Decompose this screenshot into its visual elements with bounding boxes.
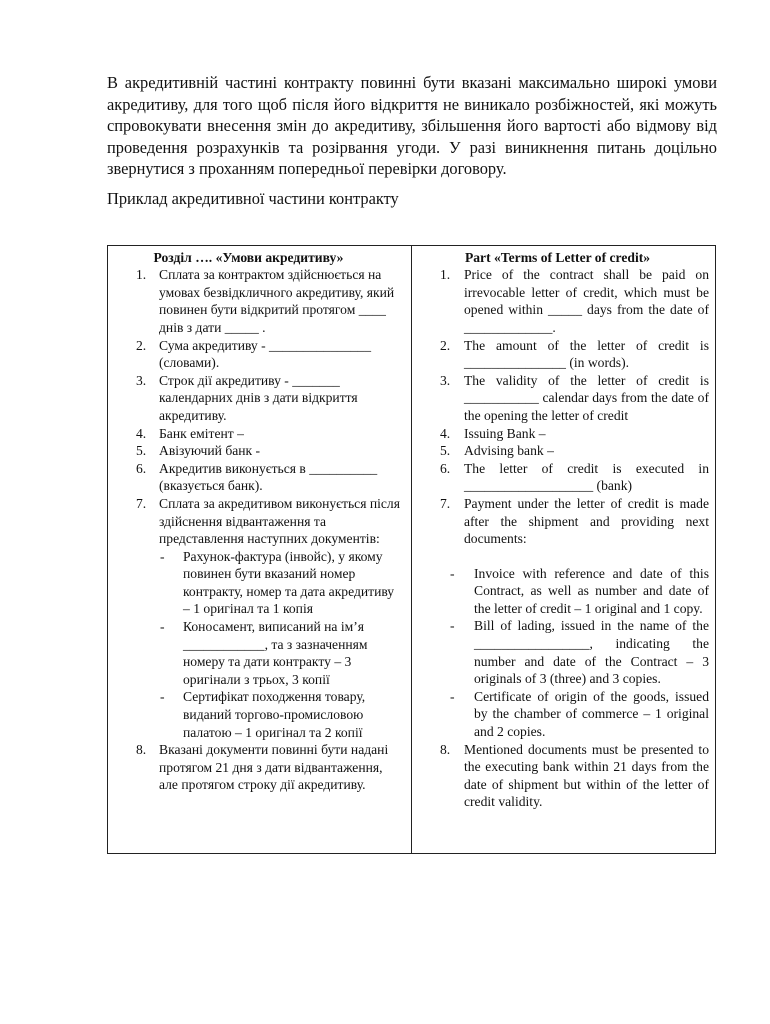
section-subtitle: Приклад акредитивної частини контракту [107, 189, 399, 208]
item-number: 3. [136, 372, 147, 388]
item-number: 6. [136, 460, 147, 476]
sub-item [412, 617, 715, 687]
item-text: Price of the contract shall be paid on irrevocable letter of credit, which must be opened within _____ days from the date of _____________. [464, 267, 709, 335]
item-text: Строк дії акредитиву - _______ календарних днів з дати відкриття акредитиву. [159, 372, 358, 423]
list-item [108, 741, 411, 794]
list-item [412, 425, 715, 443]
item-number: 3. [440, 372, 451, 388]
item-number: 5. [440, 443, 451, 459]
item-text: The validity of the letter of credit is ___________ calendar days from the date of the opening the letter of credit [464, 372, 709, 423]
item-number: 8. [136, 742, 147, 758]
list-item [412, 372, 715, 425]
intro-paragraph: В акредитивній частині контракту повинні бути вказані максимально широкі умови акредитиву, для того щоб після його відкриття не виникало розбіжностей, які можуть спровокувати внесення змін до акредитиву, збільшення його вартості або відмову від проведення розрахунків та розірвання угоди. У разі виникнення питань доцільно звернутися з проханням попередньої перевірки договору. [107, 73, 717, 179]
list-item [108, 337, 411, 372]
item-number: 7. [440, 495, 451, 511]
ukrainian-column [108, 246, 412, 853]
list-item [108, 460, 411, 495]
list-item [412, 460, 715, 495]
item-number: 7. [136, 495, 147, 511]
sub-item-text: Сертифікат походження товару, виданий торгово-промисловою палатою – 1 оригінал та 2 копії [183, 689, 366, 740]
item-text: Advising bank – [464, 443, 554, 459]
list-item [412, 266, 715, 336]
sub-item [108, 618, 411, 688]
list-item [108, 425, 411, 443]
item-text: Issuing Bank – [464, 425, 546, 441]
list-item [412, 337, 715, 372]
item-text: Акредитив виконується в __________ (вказується банк). [159, 460, 378, 494]
sub-item-text: Рахунок-фактура (інвойс), у якому повинен бути вказаний номер контракту, номер та дата акредитиву – 1 оригінал та 1 копія [183, 548, 395, 617]
list-item [108, 266, 411, 336]
item-text: Вказані документи повинні бути надані протягом 21 дня з дати відвантаження, але протягом строку дії акредитиву. [159, 742, 389, 793]
item-number: 5. [136, 443, 147, 459]
item-text: Сплата за контрактом здійснюється на умовах безвідкличного акредитиву, який повинен бути відкритий протягом ____ днів з дати _____ . [159, 267, 395, 335]
sub-item-text: Bill of lading, issued in the name of the _________________, indicating the number and date of the Contract – 3 originals of 3 (three) and 3 copies. [474, 618, 709, 687]
dash-marker: - [160, 619, 165, 635]
item-text: The amount of the letter of credit is _______________ (in words). [464, 337, 709, 371]
item-number: 8. [440, 741, 451, 757]
sub-item-text: Коносамент, виписаний на ім’я ____________, та з зазначенням номеру та дати контракту – 3 оригінали з трьох, 3 копії [183, 619, 368, 687]
english-column-title: Part «Terms of Letter of credit» [464, 250, 651, 265]
item-number: 4. [440, 425, 451, 441]
dash-marker: - [160, 689, 165, 705]
item-number: 1. [440, 267, 451, 283]
dash-marker: - [160, 548, 165, 564]
item-text: The letter of credit is executed in ___________________ (bank) [464, 460, 709, 494]
list-item [108, 495, 411, 548]
item-text: Mentioned documents must be presented to the executing bank within 21 days from the date of shipment but within of the letter of credit validity. [464, 741, 709, 810]
list-item [108, 372, 411, 425]
item-text: Сума акредитиву - _______________ (словами). [159, 337, 372, 371]
list-item [412, 442, 715, 460]
item-number: 2. [440, 337, 451, 353]
dash-marker: - [450, 688, 455, 704]
item-text: Payment under the letter of credit is made after the shipment and providing next documents: [464, 495, 709, 547]
sub-item [412, 688, 715, 741]
item-number: 1. [136, 267, 147, 283]
dash-marker: - [450, 618, 455, 634]
item-number: 4. [136, 425, 147, 441]
item-text: Сплата за акредитивом виконується після здійснення відвантаження та представлення наступних документів: [159, 495, 400, 547]
sub-item-text: Invoice with reference and date of this Contract, as well as number and date of the letter of credit – 1 original and 1 copy. [474, 565, 709, 616]
list-item [412, 741, 715, 811]
item-number: 2. [136, 337, 147, 353]
sub-item-text: Certificate of origin of the goods, issued by the chamber of commerce – 1 original and 2 copies. [474, 688, 709, 740]
item-text: Банк емітент – [159, 425, 244, 441]
english-column [412, 246, 715, 853]
item-number: 6. [440, 460, 451, 476]
spacer [412, 548, 715, 565]
item-text: Авізуючий банк - [159, 443, 261, 459]
ukrainian-column-title: Розділ …. «Умови акредитиву» [153, 250, 344, 265]
sub-item [412, 565, 715, 618]
sub-item [108, 548, 411, 618]
list-item [108, 442, 411, 460]
contract-table [107, 245, 716, 854]
list-item [412, 495, 715, 548]
sub-item [108, 688, 411, 741]
dash-marker: - [450, 565, 455, 581]
